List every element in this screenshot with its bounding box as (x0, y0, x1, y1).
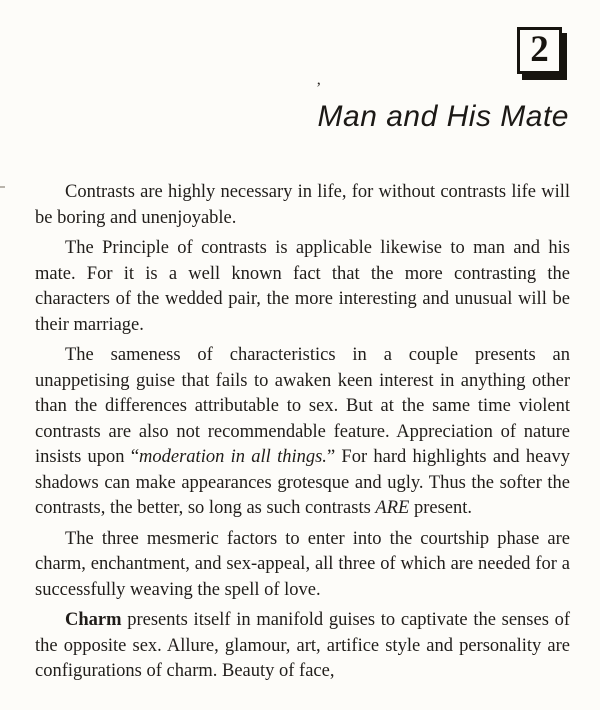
paragraph (35, 608, 570, 685)
text-run: moderation in all things. (139, 447, 327, 467)
ink-speck: ’ (316, 80, 322, 97)
text-run: The sameness of characteristics in a couple presents an unappetising guise that fails to awaken keen interest in anything other than the differences attributable to sex. But at the same time violent contrasts are also not recommendable feature. Appreciation of nature insists upon “ (35, 345, 570, 467)
text-run: The Principle of contrasts is applicable likewise to man and his mate. For it is a well known fact that the more contrasting the characters of the wedded pair, the more interesting and unusual will be their marriage. (35, 238, 570, 335)
chapter-title: Man and His Mate (317, 100, 569, 133)
paragraph (35, 180, 570, 231)
paragraph (35, 236, 570, 338)
margin-tick (0, 186, 5, 188)
text-run: present. (409, 498, 473, 518)
text-run: Contrasts are highly necessary in life, for without contrasts life will be boring and unenjoyable. (35, 182, 570, 228)
paragraph (35, 527, 570, 604)
chapter-number: 2 (530, 29, 549, 70)
text-run: ARE (375, 498, 410, 518)
text-run: The three mesmeric factors to enter into the courtship phase are charm, enchantment, and sex-appeal, all three of which are needed for a successfully weaving the spell of love. (35, 528, 570, 600)
text-run: presents itself in manifold guises to captivate the senses of the opposite sex. Allure, glamour, art, artifice style and personality are configurations of charm. Beauty of face, (35, 610, 570, 681)
chapter-number-box (517, 27, 562, 74)
text-run: ” For hard highlights and heavy shadows can make appearances grotesque and ugly. Thus the softer the contrasts, the better, so long as such contrasts (35, 447, 570, 518)
paragraph (35, 343, 570, 522)
body-text (35, 180, 570, 685)
text-run: Charm (65, 610, 122, 630)
